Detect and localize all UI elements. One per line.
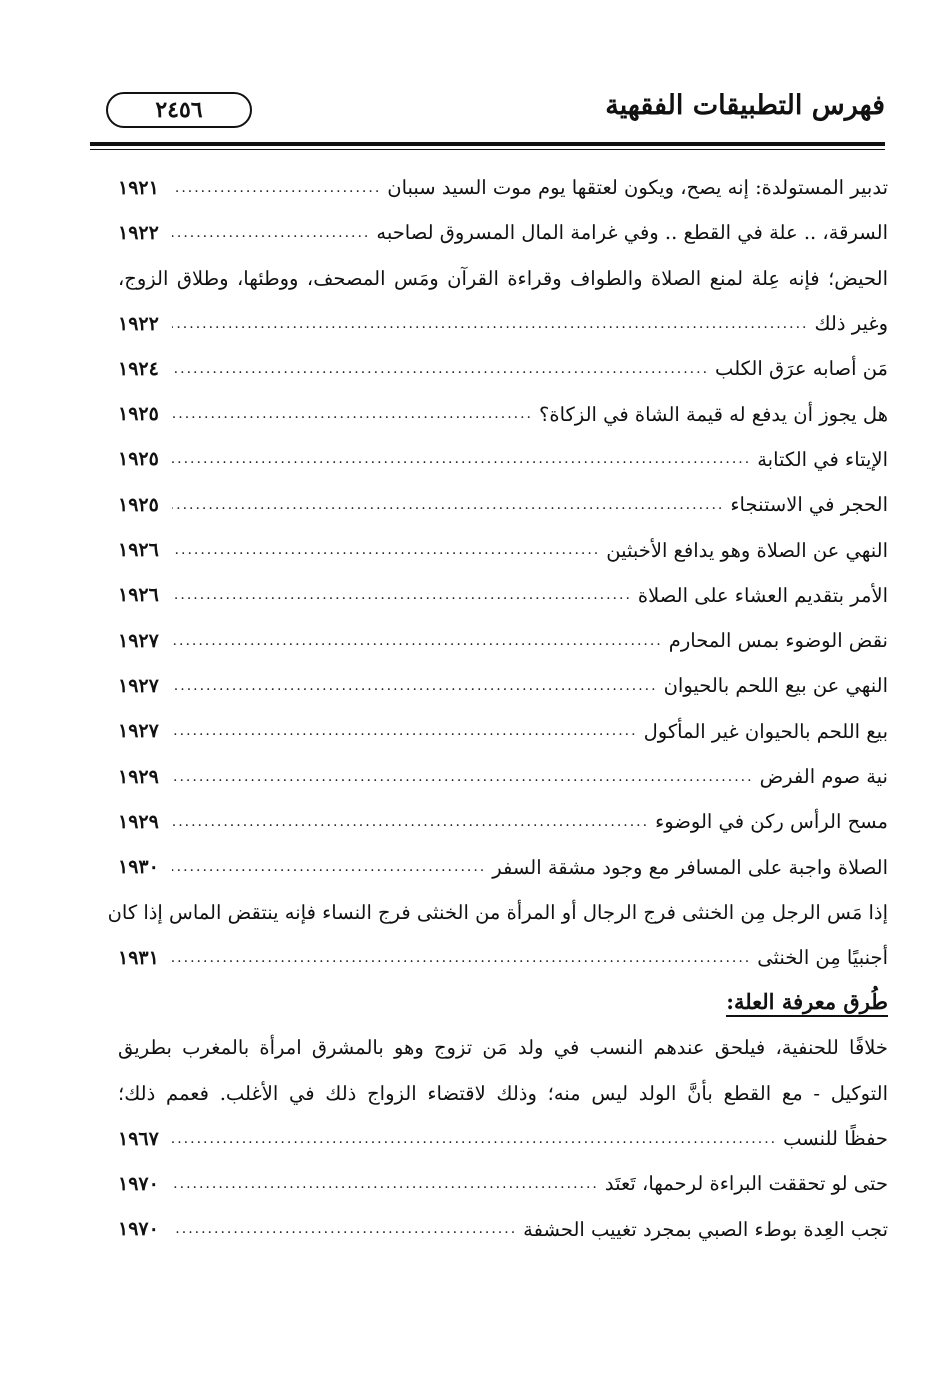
- index-entry: [118, 482, 888, 527]
- entry-page: ١٩٢٢: [118, 221, 159, 244]
- entry-page: ١٩٣١: [118, 946, 159, 969]
- entry-page: ١٩٢٩: [118, 765, 159, 788]
- index-entry: [118, 346, 888, 391]
- index-content: [107, 165, 888, 1252]
- entry-page: ١٩٢٦: [118, 584, 159, 607]
- entry-page: ١٩٣٠: [118, 856, 159, 879]
- entry-text: الحجر في الاستنجاء: [730, 493, 888, 517]
- index-entry: [118, 754, 888, 799]
- entry-text: نية صوم الفرض: [759, 765, 888, 788]
- section-heading-text: طُرق معرفة العلة:: [726, 989, 888, 1017]
- index-entry: [118, 1207, 888, 1252]
- index-entry: [118, 573, 888, 618]
- entry-page: ١٩٢٤: [118, 357, 159, 380]
- entry-text: نقض الوضوء بمس المحارم: [668, 629, 888, 653]
- entry-page: ١٩٢٧: [118, 674, 159, 697]
- index-entry: [118, 844, 888, 889]
- entry-page: ١٩٢٧: [118, 629, 159, 652]
- entry-text: النهي عن الصلاة وهو يدافع الأخبثين: [606, 538, 888, 562]
- leader-dots: [172, 859, 486, 875]
- leader-dots: [172, 633, 663, 649]
- entry-page: ١٩٧٠: [118, 1218, 159, 1241]
- leader-dots: [172, 1221, 517, 1237]
- entry-text: هل يجوز أن يدفع له قيمة الشاة في الزكاة؟: [539, 402, 888, 426]
- leader-dots: [172, 451, 751, 467]
- index-entry: [118, 1161, 888, 1206]
- leader-dots: [172, 497, 724, 513]
- index-entry-continued-line: [118, 256, 888, 301]
- entry-text: السرقة، .. علة في القطع .. وفي غرامة المال المسروق لصاحبه: [376, 221, 888, 245]
- leader-dots: [172, 180, 381, 196]
- entry-page: ١٩٢٢: [118, 312, 159, 335]
- leader-dots: [172, 316, 808, 332]
- header-rule-thin: [90, 149, 885, 150]
- entry-page: ١٩٦٧: [118, 1127, 159, 1150]
- index-entry-continued-line: [107, 890, 888, 935]
- page-number: ٢٤٥٦: [106, 92, 252, 128]
- leader-dots: [172, 225, 370, 241]
- index-entry: [118, 935, 888, 980]
- entry-text: وغير ذلك: [814, 312, 888, 336]
- entry-text: حفظًا للنسب: [783, 1127, 888, 1151]
- index-entry-continued-line: [118, 1071, 888, 1116]
- header-rule-thick: [90, 142, 885, 146]
- entry-text: التوكيل - مع القطع بأنَّ الولد ليس منه؛ وذلك لاقتضاء الزواج ذلك في الأغلب. فعمم ذلك؛: [118, 1081, 888, 1105]
- index-entry: [118, 709, 888, 754]
- entry-page: ١٩٢٩: [118, 810, 159, 833]
- leader-dots: [172, 361, 709, 377]
- index-entry: [118, 391, 888, 436]
- index-entry: [118, 165, 888, 210]
- leader-dots: [172, 587, 632, 603]
- entry-page: ١٩٢٥: [118, 403, 159, 426]
- running-title: فهرس التطبيقات الفقهية: [605, 90, 885, 121]
- leader-dots: [172, 542, 600, 558]
- section-heading: [118, 980, 888, 1025]
- entry-text: بيع اللحم بالحيوان غير المأكول: [643, 719, 888, 743]
- index-entry: [118, 663, 888, 708]
- leader-dots: [172, 723, 638, 739]
- index-entry: [118, 301, 888, 346]
- leader-dots: [172, 769, 754, 785]
- entry-text: أجنبيًا مِن الخنثى: [757, 946, 888, 970]
- leader-dots: [172, 678, 658, 694]
- entry-text: إذا مَس الرجل مِن الخنثى فرج الرجال أو المرأة من الخنثى فرج النساء فإنه ينتقض الماس إذا كان: [107, 900, 888, 924]
- index-entry: [118, 527, 888, 572]
- entry-page: ١٩٢٦: [118, 539, 159, 562]
- index-entry: [118, 210, 888, 255]
- entry-page: ١٩٢٧: [118, 720, 159, 743]
- leader-dots: [172, 406, 533, 422]
- index-entry: [118, 799, 888, 844]
- entry-text: النهي عن بيع اللحم بالحيوان: [663, 674, 888, 698]
- leader-dots: [172, 1176, 599, 1192]
- entry-text: مسح الرأس ركن في الوضوء: [655, 810, 888, 834]
- entry-text: خلافًا للحنفية، فيلحق عندهم النسب في ولد مَن تزوج وهو بالمشرق امرأة بالمغرب بطريق: [118, 1036, 888, 1060]
- leader-dots: [172, 814, 649, 830]
- leader-dots: [172, 1131, 777, 1147]
- entry-text: حتى لو تحققت البراءة لرحمها، تَعتَد: [604, 1172, 888, 1196]
- entry-text: الأمر بتقديم العشاء على الصلاة: [637, 583, 888, 607]
- entry-text: مَن أصابه عرَق الكلب: [715, 357, 888, 381]
- entry-page: ١٩٢١: [118, 176, 159, 199]
- entry-text: تجب العِدة بوطء الصبي بمجرد تغييب الحشفة: [523, 1217, 888, 1241]
- entry-text: الإيتاء في الكتابة: [757, 447, 888, 471]
- entry-page: ١٩٧٠: [118, 1172, 159, 1195]
- index-entry: [118, 618, 888, 663]
- index-entry: [118, 437, 888, 482]
- entry-text: تدبير المستولدة: إنه يصح، ويكون لعتقها يوم موت السيد سببان: [387, 176, 888, 200]
- index-entry: [118, 1116, 888, 1161]
- entry-page: ١٩٢٥: [118, 448, 159, 471]
- entry-text: الصلاة واجبة على المسافر مع وجود مشقة السفر: [492, 855, 888, 879]
- page-header: [90, 84, 885, 144]
- leader-dots: [172, 950, 751, 966]
- index-entry-continued-line: [118, 1025, 888, 1070]
- entry-page: ١٩٢٥: [118, 493, 159, 516]
- entry-text: الحيض؛ فإنه عِلة لمنع الصلاة والطواف وقراءة القرآن ومَس المصحف، ووطئها، وطلاق الزوج،: [118, 266, 888, 290]
